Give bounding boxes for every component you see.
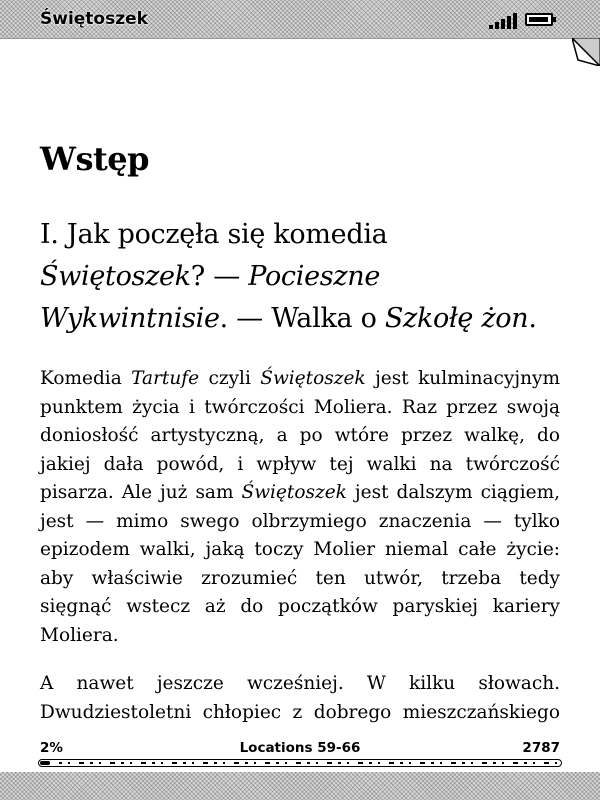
status-bar: [0, 0, 600, 39]
progress-fill: [40, 761, 50, 765]
signal-bars-icon: [489, 13, 517, 29]
location-range: Locations 59-66: [239, 740, 361, 756]
total-locations: 2787: [522, 740, 560, 756]
bottom-band: [0, 772, 600, 800]
progress-bar[interactable]: [38, 759, 562, 767]
body-paragraph: Komedia Tartufe czyli Świętoszek jest kulminacyjnym punktem życia i twórczości Moliera. Raz przez swoją doniosłość artystyczną, a po wtóre przez walkę, do jakiej dała powód, i wpływ tej walki na twórczość pisarza. Ale już sam Świętoszek jest dalszym ciągiem, jest — mimo swego olbrzymiego znaczenia — tylko epizodem walki, jaką toczy Molier niemal całe życie: aby właściwie zrozumieć ten utwór, trzeba tedy sięgnąć wstecz aż do początków paryskiej kariery Moliera.: [40, 368, 561, 646]
reading-progress-info: [40, 740, 560, 760]
chapter-title: Wstęp: [40, 140, 149, 178]
book-title: Świętoszek: [40, 9, 148, 29]
bookmark-corner-icon[interactable]: [572, 38, 600, 66]
reading-pane[interactable]: [40, 140, 560, 727]
section-heading: I. Jak poczęła się komedia Świętoszek? — Pocieszne Wykwintnisie. — Walka o Szkołę żon.: [40, 219, 537, 335]
body-paragraph-2: A nawet jeszcze wcześniej. W kilku słowach. Dwudziestoletni chłopiec z dobrego mieszczańskiego: [40, 673, 560, 723]
battery-icon: [525, 13, 553, 26]
progress-percent: 2%: [40, 740, 63, 756]
chapter-markers: [59, 762, 557, 764]
